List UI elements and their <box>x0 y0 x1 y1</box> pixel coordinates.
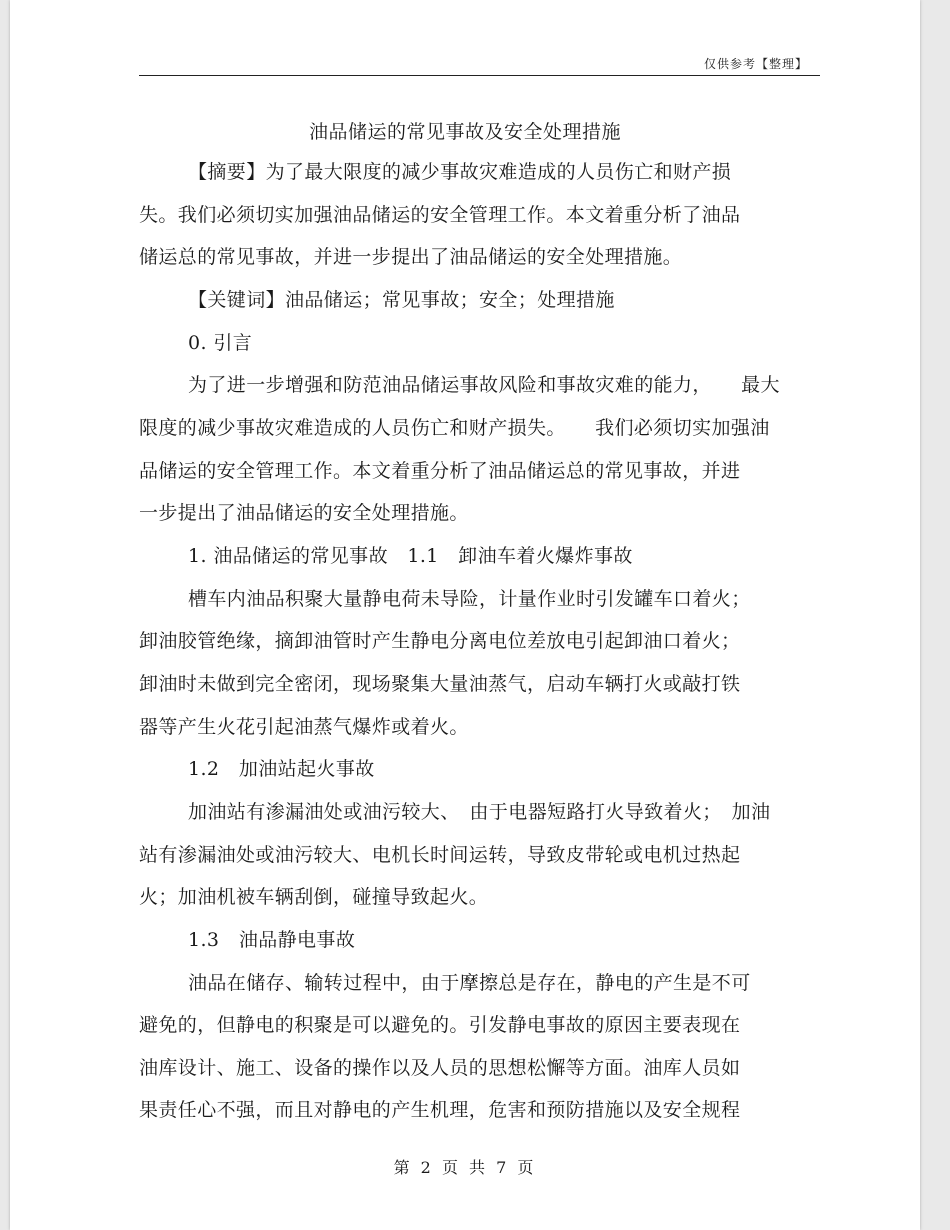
section-1-2-line-1: 加油站有渗漏油处或油污较大、 由于电器短路打火导致着火； 加油 <box>188 801 771 823</box>
section-1-1-line-4: 器等产生火花引起油蒸气爆炸或着火。 <box>139 716 469 738</box>
section-1-1-line-2: 卸油胶管绝缘，摘卸油管时产生静电分离电位差放电引起卸油口着火； <box>139 630 741 652</box>
abstract-line-1: 【摘要】为了最大限度的减少事故灾难造成的人员伤亡和财产损 <box>188 161 732 183</box>
section-heading-1: 1. 油品储运的常见事故 1.1 卸油车着火爆炸事故 <box>188 545 633 567</box>
keywords-line: 【关键词】油品储运；常见事故；安全；处理措施 <box>188 289 615 311</box>
section-1-3-line-3: 油库设计、施工、设备的操作以及人员的思想松懈等方面。油库人员如 <box>139 1057 741 1079</box>
document-page <box>10 0 920 1230</box>
header-divider <box>139 75 820 76</box>
page-number: 第 2 页 共 7 页 <box>393 1158 537 1177</box>
section-heading-1-3: 1.3 油品静电事故 <box>188 929 356 951</box>
section-1-1-line-3: 卸油时未做到完全密闭，现场聚集大量油蒸气，启动车辆打火或敲打铁 <box>139 673 741 695</box>
section-1-3-line-1: 油品在储存、输转过程中，由于摩擦总是存在，静电的产生是不可 <box>188 972 751 994</box>
intro-line-2: 限度的减少事故灾难造成的人员伤亡和财产损失。 我们必须切实加强油 <box>139 417 770 439</box>
intro-line-1: 为了进一步增强和防范油品储运事故风险和事故灾难的能力， 最大 <box>188 374 780 396</box>
intro-line-3: 品储运的安全管理工作。本文着重分析了油品储运总的常见事故，并进 <box>139 460 741 482</box>
header-note: 仅供参考【整理】 <box>703 57 808 71</box>
section-1-3-line-4: 果责任心不强，而且对静电的产生机理，危害和预防措施以及安全规程 <box>139 1099 741 1121</box>
intro-line-4: 一步提出了油品储运的安全处理措施。 <box>139 502 469 524</box>
section-1-3-line-2: 避免的，但静电的积聚是可以避免的。引发静电事故的原因主要表现在 <box>139 1014 741 1036</box>
abstract-line-3: 储运总的常见事故，并进一步提出了油品储运的安全处理措施。 <box>139 246 683 268</box>
section-heading-1-2: 1.2 加油站起火事故 <box>188 758 375 780</box>
document-title: 油品储运的常见事故及安全处理措施 <box>308 121 621 143</box>
section-1-2-line-2: 站有渗漏油处或油污较大、电机长时间运转，导致皮带轮或电机过热起 <box>139 844 741 866</box>
section-1-1-line-1: 槽车内油品积聚大量静电荷未导险，计量作业时引发罐车口着火； <box>188 588 751 610</box>
section-1-2-line-3: 火；加油机被车辆刮倒，碰撞导致起火。 <box>139 886 489 908</box>
section-heading-intro: 0. 引言 <box>188 332 253 354</box>
abstract-line-2: 失。我们必须切实加强油品储运的安全管理工作。本文着重分析了油品 <box>139 204 741 226</box>
